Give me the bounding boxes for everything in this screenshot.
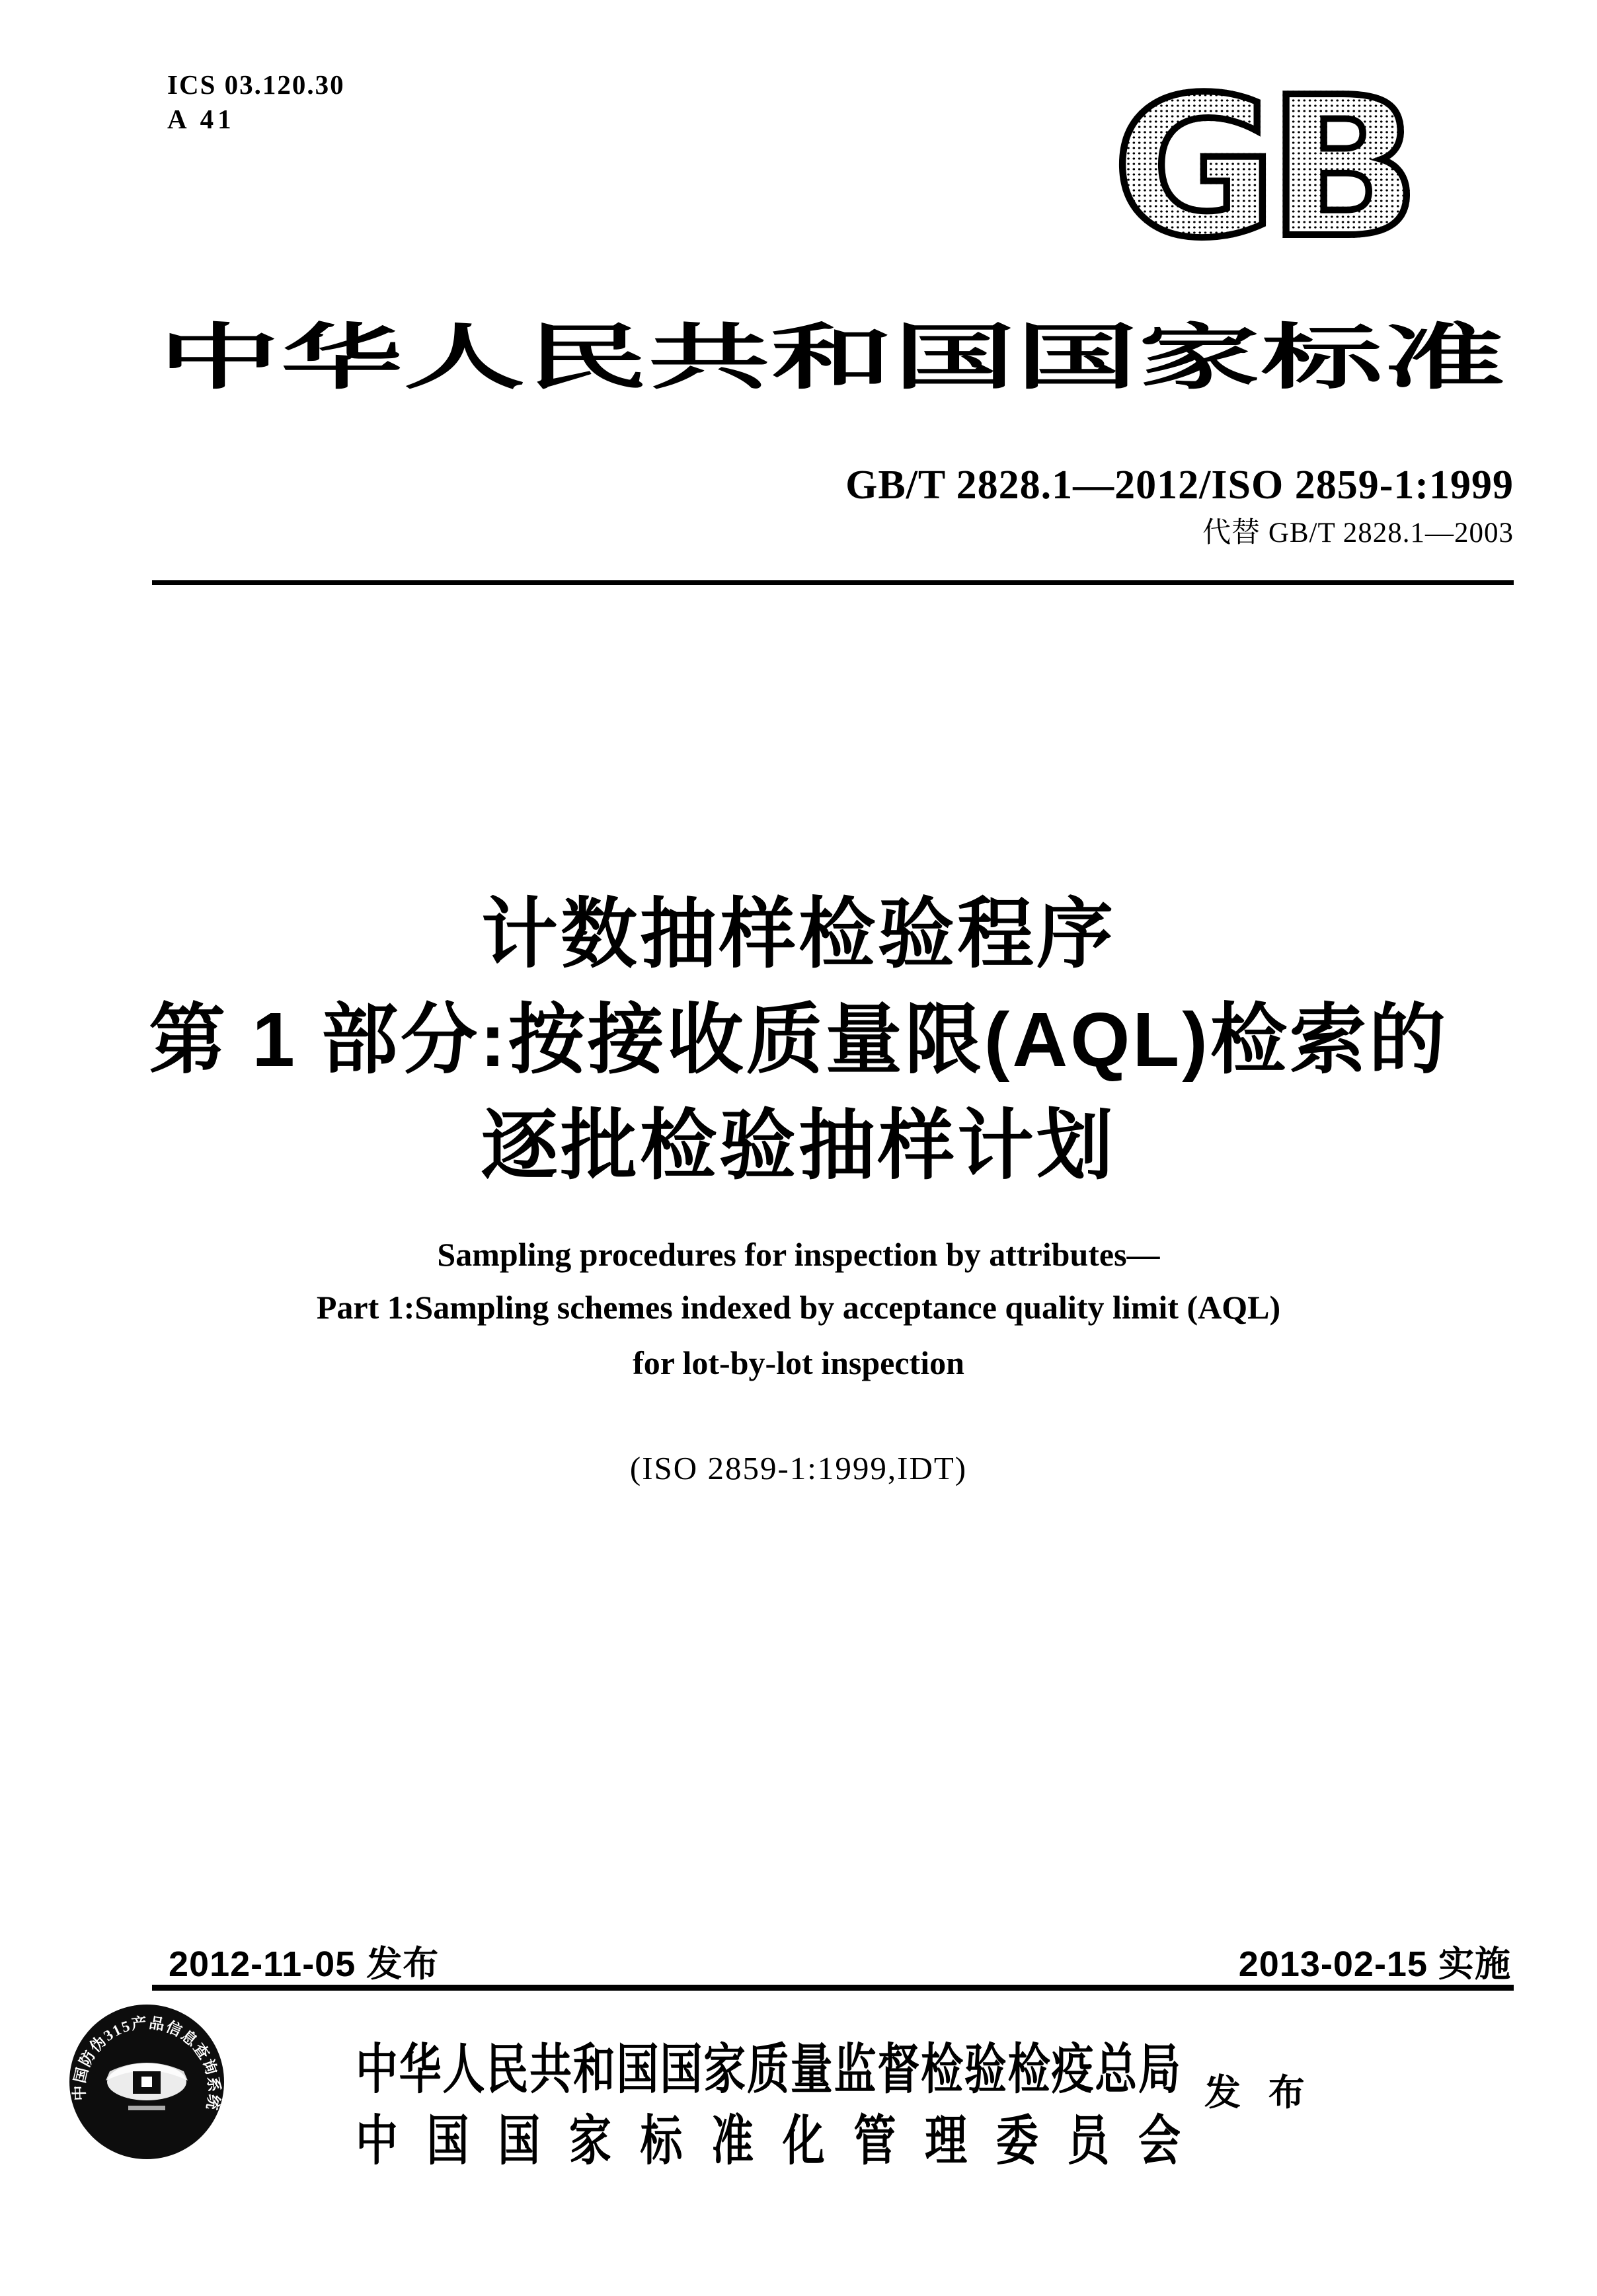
ics-code: ICS 03.120.30: [167, 69, 345, 100]
seal-emblem-core-dot: [141, 2077, 152, 2087]
title-en-line3: for lot-by-lot inspection: [633, 1344, 964, 1381]
classification-code: A 41: [167, 104, 235, 134]
title-cn-line1: 计数抽样检验程序: [481, 891, 1116, 977]
release-label: 发 布: [1204, 2073, 1314, 2113]
national-standard-heading: [159, 301, 1504, 416]
gb-logo: GB: [1076, 71, 1448, 264]
header-divider: [152, 580, 1514, 585]
title-cn-line3: 逐批检验抽样计划: [481, 1102, 1116, 1188]
iso-equivalence-note: (ISO 2859-1:1999,IDT): [629, 1450, 968, 1486]
title-cn-line2: 第 1 部分:按接收质量限(AQL)检索的: [149, 997, 1448, 1083]
superseded-standard-note: 代替 GB/T 2828.1—2003: [1202, 517, 1514, 549]
title-en-line2: Part 1:Sampling schemes indexed by acceptance quality limit (AQL): [316, 1289, 1281, 1326]
national-standard-heading-text: 中华人民共和国国家标准: [159, 319, 1506, 398]
title-en-line1: Sampling procedures for inspection by attributes—: [437, 1236, 1160, 1273]
footer-divider: [152, 1985, 1514, 1991]
issue-date: 2012-11-05 发布: [169, 1944, 440, 1984]
seal-bottom-mark: [128, 2106, 165, 2110]
implementation-date: 2013-02-15 实施: [1238, 1944, 1511, 1984]
standard-number: GB/T 2828.1—2012/ISO 2859-1:1999: [845, 463, 1514, 508]
anti-counterfeit-seal: [67, 2003, 226, 2161]
seal-arc-text: 中国防伪315产品信息查询系统: [71, 2014, 223, 2113]
publisher-line2: 中国国家标准化管理委员会: [356, 2111, 1181, 2171]
publisher-line1: 中华人民共和国国家质量监督检验检疫总局: [356, 2040, 1181, 2100]
